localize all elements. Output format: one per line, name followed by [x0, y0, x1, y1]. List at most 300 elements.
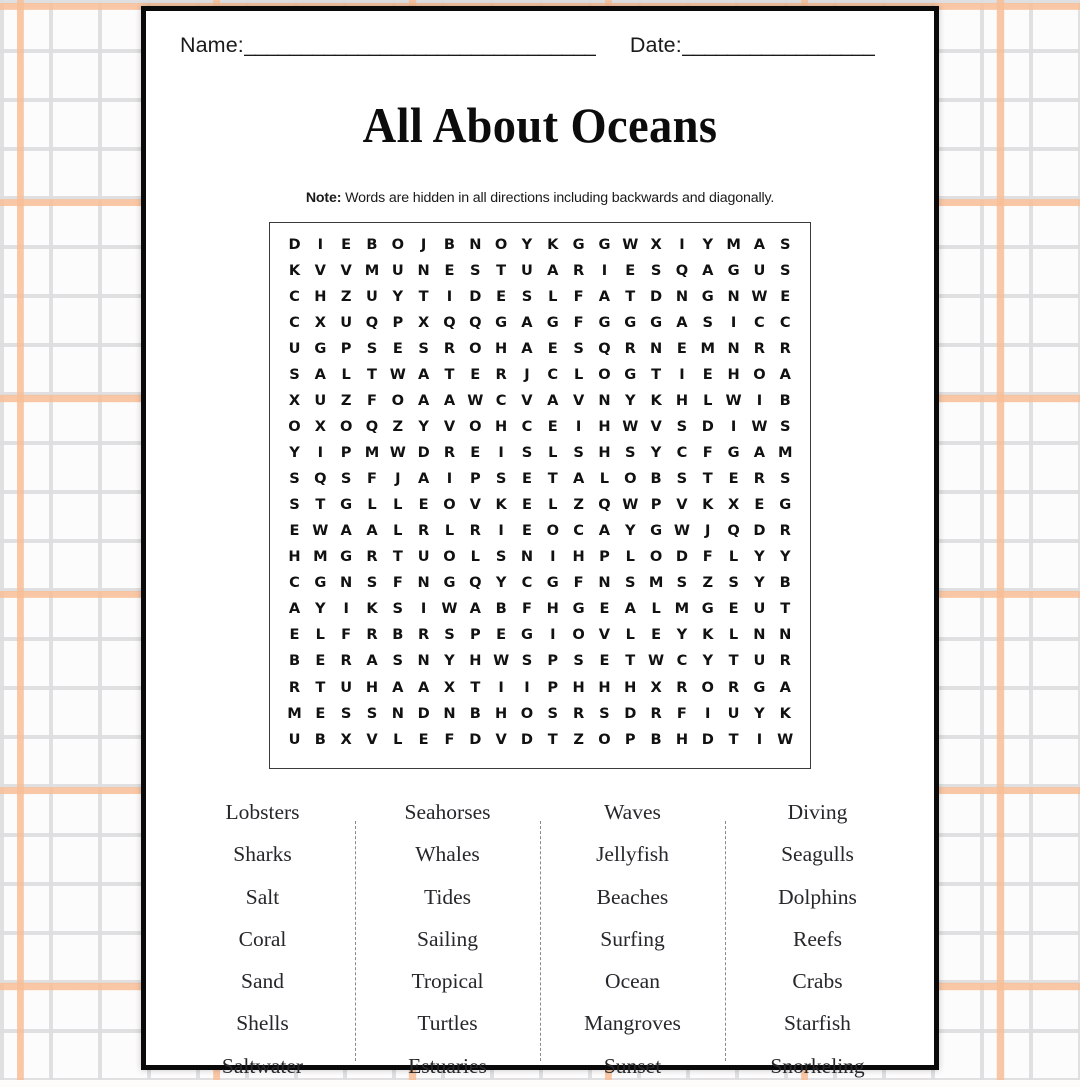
grid-cell[interactable]: V: [598, 626, 611, 644]
grid-cell[interactable]: E: [599, 652, 610, 670]
grid-cell[interactable]: A: [547, 261, 559, 279]
grid-cell[interactable]: T: [315, 496, 326, 514]
grid-cell[interactable]: S: [779, 261, 791, 279]
grid-cell[interactable]: O: [753, 365, 766, 383]
grid-cell[interactable]: A: [547, 392, 559, 409]
grid-cell[interactable]: Q: [443, 313, 456, 331]
grid-cell[interactable]: D: [650, 287, 663, 305]
grid-cell[interactable]: R: [624, 339, 636, 357]
grid-cell[interactable]: P: [547, 678, 559, 696]
grid-cell[interactable]: I: [498, 444, 504, 462]
grid-cell[interactable]: M: [674, 600, 690, 618]
grid-cell[interactable]: P: [547, 652, 559, 670]
grid-cell[interactable]: T: [651, 365, 662, 383]
grid-cell[interactable]: T: [418, 287, 429, 305]
grid-cell[interactable]: G: [650, 313, 663, 331]
grid-cell[interactable]: M: [700, 339, 716, 357]
grid-cell[interactable]: G: [572, 235, 585, 253]
grid-cell[interactable]: S: [676, 574, 688, 592]
grid-cell[interactable]: P: [650, 496, 662, 514]
grid-cell[interactable]: F: [676, 704, 687, 722]
grid-cell[interactable]: G: [495, 313, 508, 331]
word-list-item[interactable]: Crabs: [792, 969, 843, 994]
grid-cell[interactable]: N: [391, 704, 404, 722]
grid-cell[interactable]: E: [599, 600, 610, 618]
grid-cell[interactable]: W: [622, 496, 639, 514]
grid-cell[interactable]: G: [598, 235, 611, 253]
grid-cell[interactable]: S: [521, 652, 533, 670]
grid-cell[interactable]: C: [289, 313, 300, 331]
grid-cell[interactable]: H: [469, 652, 482, 670]
grid-cell[interactable]: G: [701, 287, 714, 305]
grid-cell[interactable]: D: [701, 730, 714, 748]
grid-cell[interactable]: D: [753, 522, 766, 540]
grid-cell[interactable]: U: [366, 287, 378, 305]
grid-cell[interactable]: K: [650, 392, 662, 409]
grid-cell[interactable]: A: [779, 678, 791, 696]
grid-cell[interactable]: D: [469, 287, 482, 305]
grid-cell[interactable]: C: [289, 574, 300, 592]
grid-cell[interactable]: B: [443, 235, 456, 253]
grid-cell[interactable]: I: [498, 522, 504, 540]
grid-cell[interactable]: W: [622, 235, 639, 253]
grid-cell[interactable]: E: [625, 261, 636, 279]
grid-cell[interactable]: W: [441, 600, 458, 618]
grid-cell[interactable]: J: [524, 365, 530, 383]
word-list-item[interactable]: Waves: [604, 800, 661, 824]
grid-cell[interactable]: S: [779, 470, 791, 488]
name-field-group[interactable]: [180, 33, 596, 58]
grid-cell[interactable]: G: [443, 574, 456, 592]
grid-cell[interactable]: R: [779, 339, 791, 357]
grid-cell[interactable]: Y: [418, 418, 429, 436]
grid-cell[interactable]: G: [624, 365, 637, 383]
grid-cell[interactable]: Q: [365, 418, 379, 436]
word-list-item[interactable]: Snorkeling: [770, 1053, 865, 1078]
grid-cell[interactable]: L: [728, 548, 739, 566]
grid-cell[interactable]: T: [444, 365, 455, 383]
grid-cell[interactable]: B: [779, 574, 791, 592]
grid-cell[interactable]: Z: [573, 496, 584, 514]
grid-cell[interactable]: Y: [754, 574, 765, 592]
grid-cell[interactable]: I: [679, 365, 685, 383]
grid-cell[interactable]: Z: [340, 392, 352, 409]
grid-cell[interactable]: H: [624, 678, 637, 696]
word-list-item[interactable]: Tropical: [411, 969, 484, 994]
grid-cell[interactable]: R: [676, 678, 688, 696]
grid-cell[interactable]: U: [521, 261, 533, 279]
grid-cell[interactable]: A: [521, 313, 533, 331]
grid-cell[interactable]: O: [494, 235, 508, 253]
grid-cell[interactable]: N: [649, 339, 663, 357]
grid-cell[interactable]: E: [315, 704, 326, 722]
grid-cell[interactable]: S: [289, 365, 300, 383]
word-list-item[interactable]: Sand: [241, 969, 284, 994]
grid-cell[interactable]: L: [393, 496, 403, 514]
grid-cell[interactable]: W: [389, 365, 406, 383]
grid-cell[interactable]: O: [339, 418, 353, 436]
grid-cell[interactable]: V: [469, 496, 481, 514]
grid-cell[interactable]: L: [548, 444, 558, 462]
grid-cell[interactable]: S: [625, 574, 636, 592]
grid-cell[interactable]: W: [777, 730, 794, 748]
grid-cell[interactable]: O: [572, 626, 585, 644]
grid-cell[interactable]: Q: [365, 313, 379, 331]
grid-cell[interactable]: S: [495, 548, 507, 566]
grid-cell[interactable]: E: [289, 522, 300, 540]
grid-cell[interactable]: U: [417, 548, 430, 566]
grid-cell[interactable]: Q: [598, 339, 611, 357]
grid-cell[interactable]: Q: [727, 522, 740, 540]
grid-cell[interactable]: H: [727, 365, 740, 383]
grid-cell[interactable]: Y: [676, 626, 688, 644]
grid-cell[interactable]: L: [703, 392, 713, 409]
grid-cell[interactable]: S: [418, 339, 429, 357]
grid-cell[interactable]: S: [366, 574, 378, 592]
grid-cell[interactable]: A: [443, 392, 456, 409]
grid-cell[interactable]: D: [417, 444, 430, 462]
grid-cell[interactable]: E: [521, 522, 532, 540]
grid-cell[interactable]: E: [676, 339, 687, 357]
grid-cell[interactable]: H: [572, 678, 585, 696]
grid-cell[interactable]: A: [417, 365, 430, 383]
grid-cell[interactable]: O: [520, 704, 534, 722]
grid-cell[interactable]: F: [392, 574, 403, 592]
grid-cell[interactable]: F: [573, 574, 584, 592]
grid-cell[interactable]: S: [366, 704, 378, 722]
grid-cell[interactable]: M: [313, 548, 328, 566]
grid-cell[interactable]: V: [366, 730, 378, 748]
grid-cell[interactable]: S: [521, 287, 533, 305]
grid-cell[interactable]: U: [314, 392, 327, 409]
grid-cell[interactable]: G: [598, 313, 611, 331]
grid-cell[interactable]: O: [701, 678, 714, 696]
grid-cell[interactable]: O: [624, 470, 637, 488]
grid-cell[interactable]: U: [288, 339, 301, 357]
grid-cell[interactable]: I: [550, 548, 556, 566]
grid-cell[interactable]: L: [625, 626, 635, 644]
grid-cell[interactable]: R: [650, 704, 662, 722]
grid-cell[interactable]: V: [340, 261, 352, 279]
grid-cell[interactable]: K: [366, 600, 378, 618]
grid-cell[interactable]: S: [547, 704, 559, 722]
grid-cell[interactable]: Y: [521, 235, 533, 253]
grid-cell[interactable]: R: [469, 522, 481, 540]
grid-cell[interactable]: O: [598, 365, 611, 383]
word-list-item[interactable]: Diving: [787, 800, 848, 824]
grid-cell[interactable]: S: [340, 470, 352, 488]
grid-cell[interactable]: Y: [779, 548, 791, 566]
grid-cell[interactable]: R: [727, 678, 740, 696]
grid-cell[interactable]: G: [546, 574, 559, 592]
word-list-item[interactable]: Ocean: [605, 969, 660, 994]
grid-cell[interactable]: P: [599, 548, 610, 566]
grid-cell[interactable]: G: [314, 574, 327, 592]
grid-cell[interactable]: U: [727, 704, 740, 722]
grid-cell[interactable]: Y: [702, 652, 714, 670]
grid-cell[interactable]: T: [367, 365, 377, 383]
grid-cell[interactable]: N: [520, 548, 534, 566]
word-list-item[interactable]: Beaches: [596, 884, 669, 909]
grid-cell[interactable]: I: [420, 600, 427, 618]
grid-cell[interactable]: H: [598, 418, 611, 436]
grid-cell[interactable]: A: [598, 522, 611, 540]
grid-cell[interactable]: S: [470, 261, 481, 279]
grid-cell[interactable]: B: [469, 704, 481, 722]
grid-cell[interactable]: W: [622, 418, 639, 436]
grid-cell[interactable]: N: [727, 287, 740, 305]
grid-cell[interactable]: Z: [340, 287, 352, 305]
grid-cell[interactable]: Z: [702, 574, 714, 592]
grid-cell[interactable]: H: [546, 600, 559, 618]
grid-cell[interactable]: X: [443, 678, 456, 696]
grid-cell[interactable]: M: [364, 261, 380, 279]
grid-cell[interactable]: G: [779, 496, 792, 514]
word-list-item[interactable]: Jellyfish: [596, 842, 669, 867]
word-list-item[interactable]: Sharks: [233, 842, 292, 867]
word-list-item[interactable]: Surfing: [600, 926, 665, 951]
grid-cell[interactable]: T: [392, 548, 403, 566]
grid-cell[interactable]: C: [779, 313, 791, 331]
grid-cell[interactable]: O: [391, 235, 405, 253]
grid-cell[interactable]: Z: [573, 730, 584, 748]
grid-cell[interactable]: I: [730, 418, 737, 436]
grid-cell[interactable]: U: [340, 678, 353, 696]
grid-cell[interactable]: S: [573, 339, 584, 357]
grid-cell[interactable]: B: [314, 730, 326, 748]
grid-cell[interactable]: X: [418, 313, 430, 331]
grid-cell[interactable]: Y: [624, 392, 636, 409]
grid-cell[interactable]: G: [624, 313, 637, 331]
grid-cell[interactable]: M: [364, 444, 380, 462]
grid-cell[interactable]: Q: [675, 261, 689, 279]
grid-cell[interactable]: S: [289, 496, 300, 514]
grid-cell[interactable]: L: [548, 287, 558, 305]
grid-cell[interactable]: S: [599, 704, 610, 722]
grid-cell[interactable]: J: [705, 522, 711, 540]
grid-cell[interactable]: E: [728, 470, 739, 488]
grid-cell[interactable]: E: [754, 496, 765, 514]
grid-cell[interactable]: E: [289, 626, 300, 644]
grid-cell[interactable]: Q: [469, 313, 482, 331]
word-list-item[interactable]: Tides: [423, 884, 471, 909]
grid-cell[interactable]: P: [469, 470, 481, 488]
word-list-item[interactable]: Saltwater: [221, 1053, 304, 1078]
grid-cell[interactable]: E: [780, 287, 791, 305]
grid-cell[interactable]: C: [676, 444, 688, 462]
grid-cell[interactable]: G: [572, 600, 585, 618]
grid-cell[interactable]: S: [625, 444, 636, 462]
grid-cell[interactable]: A: [340, 522, 352, 540]
grid-cell[interactable]: W: [467, 392, 484, 409]
grid-cell[interactable]: N: [598, 392, 611, 409]
grid-cell[interactable]: S: [392, 652, 404, 670]
grid-cell[interactable]: A: [702, 261, 714, 279]
grid-cell[interactable]: E: [496, 287, 507, 305]
grid-cell[interactable]: K: [495, 496, 507, 514]
grid-cell[interactable]: H: [495, 339, 508, 357]
grid-cell[interactable]: S: [573, 652, 584, 670]
word-list-item[interactable]: Estuaries: [408, 1053, 487, 1078]
grid-cell[interactable]: A: [366, 652, 378, 670]
grid-cell[interactable]: G: [546, 313, 559, 331]
grid-cell[interactable]: L: [548, 496, 558, 514]
grid-cell[interactable]: Z: [392, 418, 404, 436]
grid-cell[interactable]: C: [521, 574, 533, 592]
grid-cell[interactable]: I: [343, 600, 349, 618]
grid-cell[interactable]: F: [573, 287, 584, 305]
grid-cell[interactable]: S: [779, 235, 791, 253]
grid-cell[interactable]: R: [418, 522, 430, 540]
grid-cell[interactable]: H: [314, 287, 327, 305]
grid-cell[interactable]: H: [572, 548, 585, 566]
grid-cell[interactable]: G: [340, 548, 353, 566]
grid-cell[interactable]: D: [520, 730, 534, 748]
grid-cell[interactable]: S: [702, 313, 713, 331]
grid-cell[interactable]: I: [524, 678, 530, 696]
grid-cell[interactable]: H: [495, 704, 508, 722]
date-field-group[interactable]: [630, 33, 875, 58]
grid-cell[interactable]: R: [495, 365, 507, 383]
grid-cell[interactable]: A: [417, 678, 430, 696]
grid-cell[interactable]: L: [728, 626, 739, 644]
grid-cell[interactable]: A: [779, 365, 791, 383]
grid-cell[interactable]: C: [676, 652, 688, 670]
grid-cell[interactable]: L: [470, 548, 480, 566]
grid-cell[interactable]: F: [573, 313, 584, 331]
grid-cell[interactable]: S: [495, 470, 507, 488]
grid-cell[interactable]: U: [753, 600, 766, 618]
date-input-rule[interactable]: _________________: [681, 33, 875, 57]
grid-cell[interactable]: N: [443, 704, 456, 722]
grid-cell[interactable]: E: [315, 652, 326, 670]
grid-cell[interactable]: S: [728, 574, 739, 592]
grid-cell[interactable]: O: [546, 522, 559, 540]
grid-cell[interactable]: V: [650, 418, 662, 436]
word-list-item[interactable]: Sailing: [417, 926, 478, 951]
grid-cell[interactable]: Y: [754, 704, 765, 722]
grid-cell[interactable]: H: [675, 392, 689, 409]
grid-cell[interactable]: T: [315, 678, 326, 696]
grid-cell[interactable]: I: [705, 704, 711, 722]
grid-cell[interactable]: E: [651, 626, 662, 644]
grid-cell[interactable]: T: [728, 652, 739, 670]
grid-cell[interactable]: N: [598, 574, 611, 592]
grid-cell[interactable]: V: [495, 730, 507, 748]
grid-cell[interactable]: T: [625, 652, 636, 670]
grid-cell[interactable]: O: [469, 339, 482, 357]
grid-cell[interactable]: I: [446, 287, 453, 305]
grid-cell[interactable]: R: [779, 522, 791, 540]
grid-cell[interactable]: D: [469, 730, 482, 748]
grid-cell[interactable]: C: [754, 313, 765, 331]
grid-cell[interactable]: N: [417, 652, 430, 670]
grid-cell[interactable]: Y: [444, 652, 455, 670]
grid-cell[interactable]: Y: [392, 287, 404, 305]
grid-cell[interactable]: U: [753, 652, 766, 670]
grid-cell[interactable]: M: [287, 704, 302, 722]
grid-cell[interactable]: F: [444, 730, 455, 748]
grid-cell[interactable]: J: [420, 235, 427, 253]
grid-cell[interactable]: L: [367, 496, 377, 514]
grid-cell[interactable]: L: [315, 626, 325, 644]
grid-cell[interactable]: G: [727, 444, 740, 462]
grid-cell[interactable]: F: [521, 600, 532, 618]
grid-cell[interactable]: R: [443, 444, 456, 462]
word-list-item[interactable]: Whales: [415, 842, 480, 867]
grid-cell[interactable]: I: [679, 235, 685, 253]
grid-cell[interactable]: W: [648, 652, 665, 670]
grid-cell[interactable]: Y: [702, 235, 714, 253]
grid-cell[interactable]: C: [289, 287, 300, 305]
grid-cell[interactable]: W: [725, 392, 742, 409]
grid-cell[interactable]: R: [288, 678, 301, 696]
grid-cell[interactable]: A: [676, 313, 688, 331]
grid-cell[interactable]: S: [650, 261, 662, 279]
grid-cell[interactable]: T: [702, 470, 713, 488]
grid-cell[interactable]: E: [418, 496, 429, 514]
grid-cell[interactable]: H: [365, 678, 379, 696]
word-list-item[interactable]: Mangroves: [584, 1011, 681, 1036]
grid-cell[interactable]: E: [547, 339, 558, 357]
grid-cell[interactable]: M: [648, 574, 664, 592]
grid-cell[interactable]: A: [598, 287, 611, 305]
grid-cell[interactable]: I: [756, 730, 763, 748]
grid-cell[interactable]: L: [599, 470, 610, 488]
grid-cell[interactable]: B: [392, 626, 404, 644]
grid-cell[interactable]: F: [702, 548, 713, 566]
grid-cell[interactable]: E: [702, 365, 713, 383]
grid-cell[interactable]: Q: [314, 470, 327, 488]
word-list-item[interactable]: Starfish: [784, 1011, 851, 1036]
grid-cell[interactable]: L: [625, 548, 635, 566]
grid-cell[interactable]: A: [288, 600, 301, 618]
grid-cell[interactable]: O: [443, 548, 456, 566]
grid-cell[interactable]: C: [573, 522, 584, 540]
grid-cell[interactable]: W: [312, 522, 329, 540]
grid-cell[interactable]: L: [393, 522, 403, 540]
grid-cell[interactable]: F: [702, 444, 713, 462]
grid-cell[interactable]: B: [495, 600, 507, 618]
word-list-item[interactable]: Salt: [245, 884, 280, 909]
grid-cell[interactable]: N: [417, 574, 430, 592]
grid-cell[interactable]: B: [366, 235, 378, 253]
grid-cell[interactable]: Q: [469, 574, 482, 592]
grid-cell[interactable]: Y: [495, 574, 507, 592]
grid-cell[interactable]: F: [366, 470, 377, 488]
grid-cell[interactable]: G: [314, 339, 327, 357]
grid-cell[interactable]: Q: [598, 496, 611, 514]
grid-cell[interactable]: E: [547, 418, 558, 436]
grid-cell[interactable]: V: [676, 496, 688, 514]
grid-cell[interactable]: I: [575, 418, 582, 436]
grid-cell[interactable]: B: [650, 730, 662, 748]
grid-cell[interactable]: N: [675, 287, 689, 305]
grid-cell[interactable]: P: [469, 626, 481, 644]
grid-cell[interactable]: L: [573, 365, 584, 383]
grid-cell[interactable]: P: [624, 730, 636, 748]
grid-cell[interactable]: T: [780, 600, 791, 618]
grid-cell[interactable]: L: [341, 365, 351, 383]
grid-cell[interactable]: X: [314, 418, 326, 436]
grid-cell[interactable]: A: [753, 235, 766, 253]
grid-cell[interactable]: P: [340, 339, 352, 357]
grid-cell[interactable]: T: [728, 730, 739, 748]
grid-cell[interactable]: O: [469, 418, 482, 436]
grid-cell[interactable]: U: [340, 313, 353, 331]
grid-cell[interactable]: D: [624, 704, 637, 722]
grid-cell[interactable]: W: [751, 287, 768, 305]
